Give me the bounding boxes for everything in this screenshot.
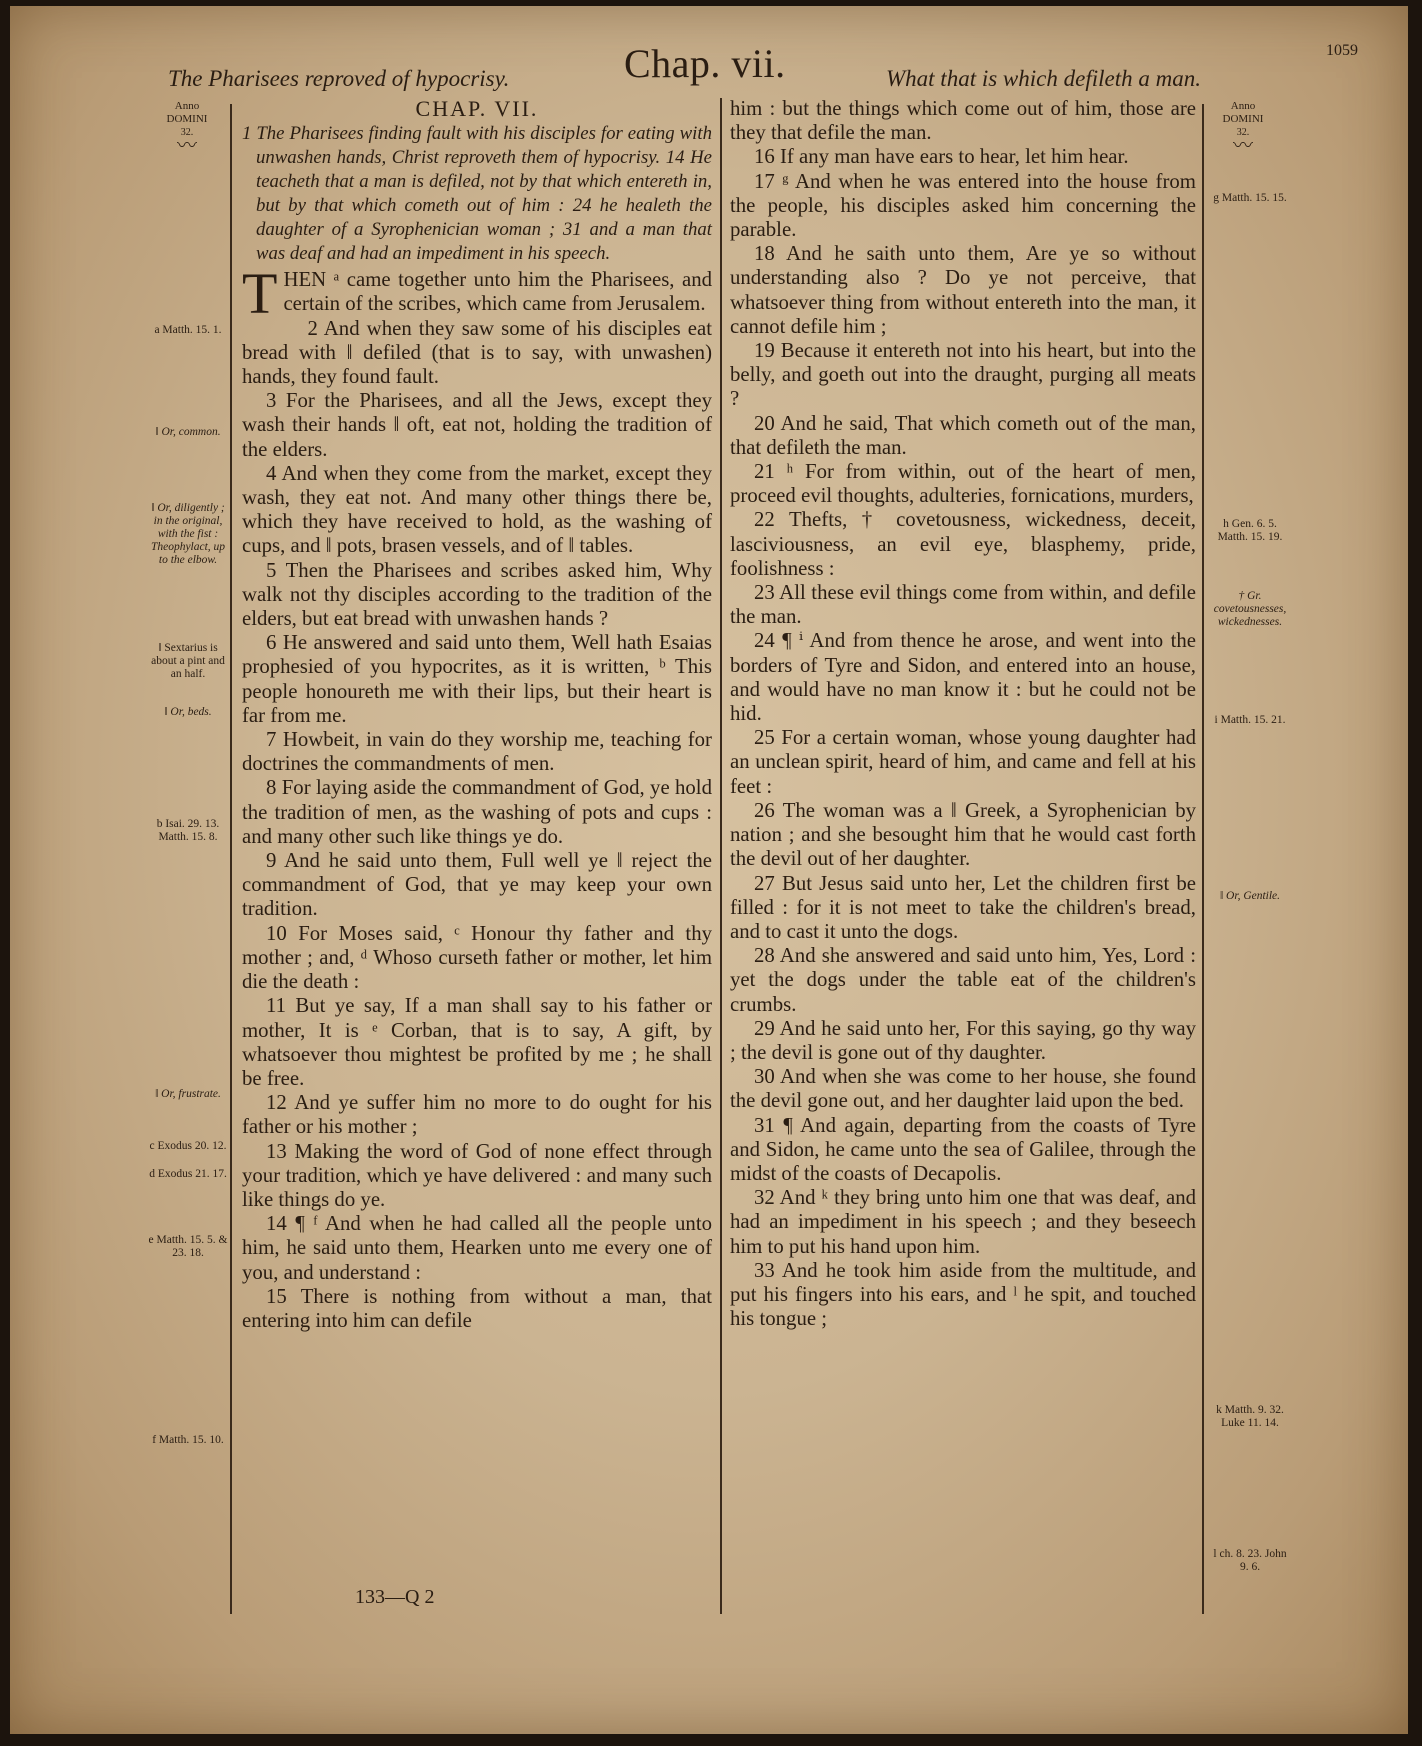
page-number: 1059 (1326, 42, 1358, 59)
verse: 27 But Jesus said unto her, Let the children first be filled : for it is not meet to take the children's bread, and to cast it unto the dogs. (730, 871, 1196, 943)
verse: 6 He answered and said unto them, Well hath Esaias prophesied of you hypocrites, as it is written, ᵇ This people honoureth me with their lips, but their heart is far from me. (242, 631, 712, 727)
verse: 17 ᵍ And when he was entered into the house from the people, his disciples asked him concerning the parable. (730, 169, 1196, 242)
chapter-summary: 1 The Pharisees finding fault with his disciples for eating with unwashen hands, Christ reproveth them of hypocrisy. 14 He teacheth that a man is defiled, not by that which entereth in, but by that which cometh out of him : 24 he healeth the daughter of a Syrophenician woman ; 31 and a man that was deaf and had an impediment in his speech. (242, 123, 712, 265)
verse: 31 ¶ And again, departing from the coasts of Tyre and Sidon, he came unto the sea of Galilee, through the midst of the coasts of Decapolis. (730, 1113, 1196, 1185)
verse: 28 And she answered and said unto him, Yes, Lord : yet the dogs under the table eat of the children's crumbs. (730, 944, 1196, 1016)
verse: 29 And he said unto her, For this saying, go thy way ; the devil is gone out of thy daughter. (730, 1016, 1196, 1064)
drop-cap: T (242, 261, 278, 327)
verse: HEN ᵃ came together unto him the Pharisees, and certain of the scribes, which came from Jerusalem. (283, 268, 712, 316)
text-column-left (242, 97, 712, 1333)
verse: 33 And he took him aside from the multitude, and put his fingers into his ears, and ˡ he spit, and touched his tongue ; (730, 1258, 1196, 1331)
verse: 14 ¶ ᶠ And when he had called all the people unto him, he said unto them, Hearken unto me every one of you, and understand : (242, 1212, 712, 1284)
text-column-right (730, 97, 1196, 1331)
anno-year: 32. (1236, 127, 1250, 138)
verse: 13 Making the word of God of none effect through your tradition, which ye have delivered : and many such like things do ye. (242, 1139, 712, 1211)
margin-note: c Exodus 20. 12. (149, 1140, 227, 1152)
margin-note: ‖ Sextarius is about a pint and an half. (151, 642, 225, 680)
margin-note: g Matth. 15. 15. (1213, 192, 1287, 204)
domini-label: DOMINI (1222, 113, 1264, 125)
margin-note: ‖ Or, Gentile. (1219, 890, 1281, 902)
verse: 16 If any man have ears to hear, let him hear. (754, 145, 1129, 169)
margin-note: a Matth. 15. 1. (154, 324, 222, 336)
verse: 4 And when they come from the market, except they wash, they eat not. And many other things there be, which they have received to hold, as the washing of cups, and ‖ pots, brasen vessels, and of ‖ tables. (242, 461, 712, 558)
verse: 7 Howbeit, in vain do they worship me, teaching for doctrines the commandments of men. (242, 728, 712, 776)
anno-domini-left (148, 100, 226, 157)
column-rule-center (720, 98, 722, 1614)
verse: 19 Because it entereth not into his heart, but into the belly, and goeth out into the draught, purging all meats ? (730, 339, 1196, 411)
verse: 24 ¶ ⁱ And from thence he arose, and went into the borders of Tyre and Sidon, and entered into an house, and would have no man know it : but he could not be hid. (730, 629, 1196, 726)
margin-note: f Matth. 15. 10. (152, 1434, 224, 1446)
signature-mark: 133—Q 2 (355, 1586, 435, 1608)
verse: 20 And he said, That which cometh out of the man, that defileth the man. (730, 411, 1196, 459)
verse: 25 For a certain woman, whose young daughter had an unclean spirit, heard of him, and came and fell at his feet : (730, 726, 1196, 798)
margin-note: ‖ Or, common. (155, 426, 221, 438)
verse: 22 Thefts, † covetousness, wickedness, deceit, lasciviousness, an evil eye, blasphemy, pride, foolishness : (730, 508, 1196, 580)
margin-note: ‖ Or, frustrate. (155, 1088, 221, 1100)
running-head-right: What that is which defileth a man. (886, 66, 1201, 91)
anno-year: 32. (180, 127, 194, 138)
verse: him : but the things which come out of him, those are they that defile the man. (730, 97, 1196, 145)
running-head-left: The Pharisees reproved of hypocrisy. (168, 66, 510, 91)
verse: 21 ʰ For from within, out of the heart of men, proceed evil thoughts, adulteries, fornications, murders, (730, 460, 1196, 508)
margin-note: l ch. 8. 23. John 9. 6. (1213, 1548, 1287, 1573)
chapter-heading: Chap. vii. (624, 41, 786, 86)
verse: 5 Then the Pharisees and scribes asked him, Why walk not thy disciples according to the tradition of the elders, but eat bread with unwashen hands ? (242, 558, 712, 631)
anno-label: Anno (1230, 100, 1256, 112)
margin-note: i Matth. 15. 21. (1214, 714, 1286, 726)
column-rule-right (1202, 104, 1204, 1614)
verse: 18 And he saith unto them, Are ye so without understanding also ? Do ye not perceive, that whatsoever thing from without entereth into the man, it cannot defile him ; (730, 242, 1196, 338)
verse: 10 For Moses said, ᶜ Honour thy father and thy mother ; and, ᵈ Whoso curseth father or mother, let him die the death : (242, 921, 712, 994)
margin-note: b Isai. 29. 13. Matth. 15. 8. (156, 818, 220, 843)
margin-note: e Matth. 15. 5. & 23. 18. (148, 1234, 228, 1259)
verses-left (242, 261, 712, 1333)
verse: 12 And ye suffer him no more to do ought for his father or his mother ; (242, 1091, 712, 1139)
anno-label: Anno (174, 100, 200, 112)
verse: 26 The woman was a ‖ Greek, a Syrophenician by nation ; and she besought him that he would cast forth the devil out of her daughter. (730, 798, 1196, 871)
verse: 3 For the Pharisees, and all the Jews, except they wash their hands ‖ oft, eat not, holding the tradition of the elders. (242, 389, 712, 461)
bible-page (10, 6, 1408, 1734)
verse: 15 There is nothing from without a man, that entering into him can defile (242, 1284, 712, 1332)
verse: 9 And he said unto them, Full well ye ‖ reject the commandment of God, that ye may keep your own tradition. (242, 849, 712, 921)
verse: 32 And ᵏ they bring unto him one that was deaf, and had an impediment in his speech ; and they beseech him to put his hand upon him. (730, 1186, 1196, 1258)
column-rule-left (230, 104, 232, 1614)
verses-right (730, 97, 1196, 1331)
verse: 23 All these evil things come from within, and defile the man. (730, 581, 1196, 629)
chapter-title: CHAP. VII. (415, 96, 539, 121)
verse: 8 For laying aside the commandment of God, ye hold the tradition of men, as the washing of pots and cups : and many other such like things ye do. (242, 776, 712, 848)
margin-note: k Matth. 9. 32. Luke 11. 14. (1216, 1404, 1284, 1429)
margin-note: d Exodus 21. 17. (149, 1168, 227, 1180)
verse: 30 And when she was come to her house, she found the devil gone out, and her daughter laid upon the bed. (730, 1065, 1196, 1113)
margin-note: ‖ Or, diligently ; in the original, with the fist : Theophylact, up to the elbow. (150, 502, 226, 566)
domini-label: DOMINI (166, 113, 208, 125)
verse: 2 And when they saw some of his disciples eat bread with ‖ defiled (that is to say, with unwashen) hands, they found fault. (242, 316, 712, 389)
margin-note: h Gen. 6. 5. Matth. 15. 19. (1217, 518, 1283, 543)
ornament-icon: 〰 (1233, 135, 1253, 157)
margin-note: † Gr. covetousnesses, wickednesses. (1213, 590, 1287, 628)
verse: 11 But ye say, If a man shall say to his father or mother, It is ᵉ Corban, that is to say, A gift, by whatsoever thou mightest be profited by me ; he shall be free. (242, 994, 712, 1090)
anno-domini-right (1204, 100, 1282, 157)
ornament-icon: 〰 (177, 135, 197, 157)
margin-note: ‖ Or, beds. (164, 706, 212, 718)
